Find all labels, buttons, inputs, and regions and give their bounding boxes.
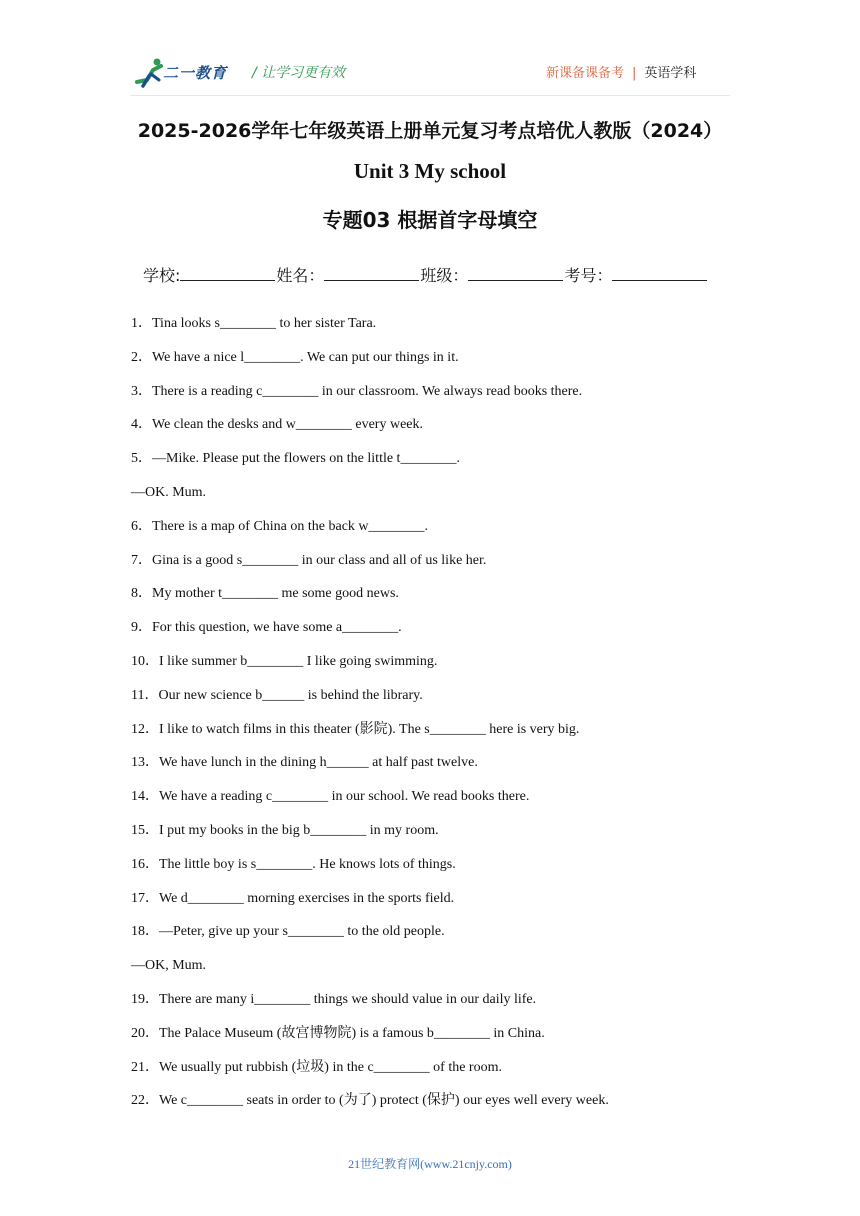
question-item: 4．We clean the desks and w________ every week. bbox=[131, 417, 424, 433]
header-course: 新课备课备考 bbox=[546, 66, 625, 81]
school-label: 学校: bbox=[143, 266, 181, 285]
class-blank[interactable] bbox=[468, 264, 563, 281]
question-item: 20．The Palace Museum (故宫博物院) is a famous b________ in China. bbox=[131, 1025, 545, 1041]
header-divider bbox=[130, 95, 730, 96]
header-subject bbox=[546, 62, 696, 81]
question-item: 13．We have lunch in the dining h______ at half past twelve. bbox=[131, 755, 478, 771]
question-item: 18．—Peter, give up your s________ to the old people. bbox=[131, 924, 445, 940]
question-item: 1．Tina looks s________ to her sister Tara. bbox=[131, 316, 377, 331]
school-blank[interactable] bbox=[180, 264, 275, 281]
answer-line: —OK, Mum. bbox=[131, 958, 207, 974]
slogan: / 让学习更有效 bbox=[252, 65, 346, 81]
question-item: 7．Gina is a good s________ in our class and all of us like her. bbox=[131, 552, 487, 568]
header-separator: | bbox=[632, 66, 637, 81]
question-item: 8．My mother t________ me some good news. bbox=[131, 586, 399, 602]
question-item: 14．We have a reading c________ in our school. We read books there. bbox=[131, 789, 530, 805]
question-item: 17．We d________ morning exercises in the sports field. bbox=[131, 890, 455, 906]
topic-title: 专题03 根据首字母填空 bbox=[322, 208, 538, 232]
name-label: 姓名： bbox=[276, 266, 325, 285]
doc-title: 2025-2026学年七年级英语上册单元复习考点培优人教版（2024） bbox=[137, 120, 723, 142]
question-item: 12．I like to watch films in this theater (影院). The s________ here is very big. bbox=[131, 721, 580, 737]
answer-line: —OK. Mum. bbox=[131, 484, 207, 500]
question-item: 21．We usually put rubbish (垃圾) in the c________ of the room. bbox=[131, 1059, 502, 1075]
runner-logo-icon bbox=[133, 56, 167, 90]
logo bbox=[133, 56, 243, 90]
question-item: 22．We c________ seats in order to (为了) protect (保护) our eyes well every week. bbox=[131, 1093, 609, 1109]
question-item: 19．There are many i________ things we should value in our daily life. bbox=[131, 991, 537, 1007]
question-list bbox=[131, 314, 771, 1125]
question-item: 11．Our new science b______ is behind the library. bbox=[131, 687, 423, 703]
footer-source: 21世纪教育网(www.21cnjy.com) bbox=[348, 1157, 512, 1171]
question-item: 9．For this question, we have some a________. bbox=[131, 620, 402, 636]
question-item: 3．There is a reading c________ in our classroom. We always read books there. bbox=[131, 383, 583, 399]
exam-number-blank[interactable] bbox=[612, 264, 707, 281]
header-subject-label: 英语学科 bbox=[644, 66, 697, 81]
question-item: 10．I like summer b________ I like going swimming. bbox=[131, 653, 438, 669]
name-blank[interactable] bbox=[324, 264, 419, 281]
unit-title: Unit 3 My school bbox=[353, 159, 507, 183]
question-item: 5．—Mike. Please put the flowers on the little t________. bbox=[131, 451, 460, 467]
question-item: 6．There is a map of China on the back w________. bbox=[131, 518, 429, 534]
question-item: 15．I put my books in the big b________ in my room. bbox=[131, 822, 439, 838]
page-header bbox=[0, 0, 860, 100]
exam-number-label: 考号： bbox=[564, 266, 613, 285]
class-label: 班级： bbox=[420, 266, 469, 285]
question-item: 16．The little boy is s________. He knows lots of things. bbox=[131, 856, 456, 872]
question-item: 2．We have a nice l________. We can put our things in it. bbox=[131, 349, 459, 365]
student-info-line bbox=[143, 263, 708, 286]
logo-text: 二一教育 bbox=[163, 64, 228, 82]
